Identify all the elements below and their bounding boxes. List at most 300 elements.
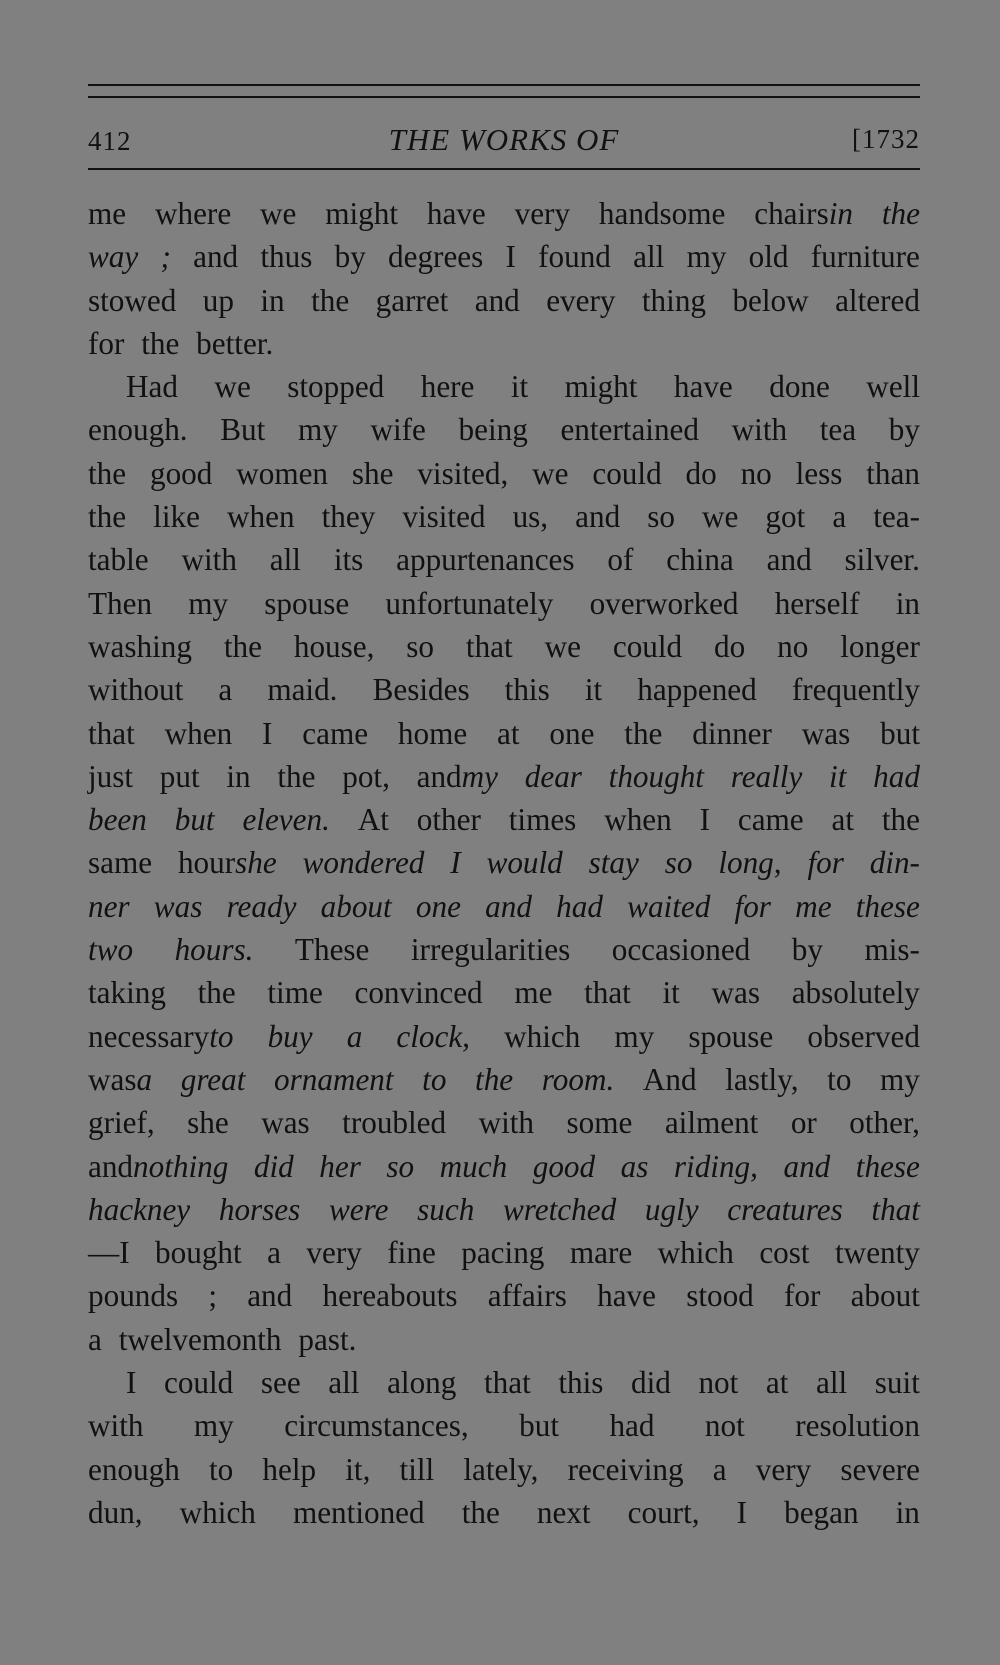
word <box>88 1231 130 1274</box>
word <box>851 1274 920 1317</box>
roman-text: chairs <box>754 196 829 231</box>
roman-text: all <box>816 1365 848 1401</box>
text-line <box>88 322 920 365</box>
roman-text: hour <box>177 845 236 881</box>
text-line <box>88 712 920 755</box>
word <box>141 322 188 365</box>
word <box>261 1361 301 1404</box>
roman-text: and <box>766 542 812 578</box>
word <box>718 841 781 884</box>
roman-text: like <box>153 499 200 535</box>
roman-text: enough. <box>88 412 188 448</box>
word <box>820 408 856 451</box>
word <box>488 1274 567 1317</box>
word <box>735 885 771 928</box>
word <box>214 365 250 408</box>
word <box>402 495 485 538</box>
body-text <box>88 192 920 1534</box>
roman-text: the <box>624 715 663 751</box>
roman-text: with <box>731 412 788 448</box>
roman-text: we <box>532 455 569 491</box>
roman-text: a <box>88 1321 102 1357</box>
italic-text: really <box>730 758 803 794</box>
word <box>321 885 392 928</box>
italic-text: a <box>346 1018 363 1054</box>
roman-text: lately, <box>463 1451 539 1487</box>
word <box>647 495 675 538</box>
word <box>873 755 920 798</box>
word <box>88 408 188 451</box>
word <box>589 841 639 884</box>
word <box>829 755 846 798</box>
roman-text: I <box>505 239 516 275</box>
italic-text: wretched <box>503 1191 617 1227</box>
roman-text: have <box>426 196 486 231</box>
word <box>666 538 734 581</box>
roman-text: degrees <box>388 239 484 275</box>
word <box>759 1231 809 1274</box>
word <box>792 668 920 711</box>
roman-text: good <box>149 455 213 491</box>
word <box>440 1145 508 1188</box>
roman-text: cost <box>759 1235 810 1271</box>
roman-text: that <box>584 975 631 1011</box>
word <box>889 408 920 451</box>
roman-text: grief, <box>88 1105 155 1141</box>
word <box>487 841 563 884</box>
roman-text: might <box>325 196 399 231</box>
italic-text: so <box>386 1148 415 1184</box>
roman-text: we <box>260 196 297 231</box>
word <box>637 668 757 711</box>
roman-text: observed <box>807 1018 920 1054</box>
roman-text: we <box>214 369 251 405</box>
roman-text: garret <box>375 282 449 318</box>
word <box>784 1274 820 1317</box>
italic-text: buy <box>267 1018 313 1054</box>
roman-text: which <box>179 1494 256 1530</box>
roman-text: at <box>497 715 520 751</box>
roman-text: have <box>673 369 733 405</box>
word <box>175 798 215 841</box>
text-line <box>88 971 920 1014</box>
word <box>165 712 233 755</box>
word <box>856 885 920 928</box>
word <box>376 279 449 322</box>
word <box>784 1491 858 1534</box>
roman-text: pounds <box>88 1278 179 1314</box>
italic-text: stay <box>588 845 639 881</box>
word <box>509 798 577 841</box>
roman-text: very <box>514 196 571 231</box>
text-line <box>88 235 920 278</box>
roman-text: for <box>88 325 125 361</box>
roman-text: and <box>575 499 621 535</box>
word <box>88 798 147 841</box>
word <box>334 538 363 581</box>
word <box>187 1101 229 1144</box>
roman-text: we <box>544 628 581 664</box>
book-page <box>88 84 920 1534</box>
word <box>388 235 483 278</box>
word <box>545 625 581 668</box>
roman-text: here <box>420 369 475 405</box>
roman-text: house, <box>293 628 375 664</box>
word <box>287 365 384 408</box>
roman-text: and <box>247 1278 293 1314</box>
roman-text: occasioned <box>611 932 751 968</box>
word <box>188 582 228 625</box>
word <box>322 495 376 538</box>
word <box>791 1101 817 1144</box>
word <box>688 1015 773 1058</box>
roman-text: see <box>260 1365 301 1401</box>
word <box>247 1274 292 1317</box>
text-line <box>88 452 920 495</box>
text-line <box>88 1101 920 1144</box>
word <box>345 1448 370 1491</box>
italic-text: one <box>415 888 461 924</box>
word <box>293 1491 425 1534</box>
word <box>816 1361 847 1404</box>
roman-text: my <box>614 1018 655 1054</box>
word <box>417 452 508 495</box>
roman-text: herself <box>774 585 860 621</box>
word <box>150 452 212 495</box>
roman-text: next <box>536 1494 591 1530</box>
roman-text: they <box>321 499 376 535</box>
word <box>705 1404 745 1447</box>
word <box>387 1231 436 1274</box>
text-line <box>88 668 920 711</box>
roman-text: stopped <box>287 369 385 405</box>
italic-text: for <box>807 845 844 881</box>
roman-text: appurtenances <box>396 542 575 578</box>
roman-text: it <box>584 672 603 708</box>
roman-text: that <box>483 1365 531 1401</box>
word <box>88 1491 143 1534</box>
roman-text: about <box>850 1278 920 1314</box>
word <box>329 1188 388 1231</box>
roman-text: fine <box>387 1235 436 1271</box>
roman-text: did <box>631 1365 671 1401</box>
roman-text: the <box>197 975 236 1011</box>
word <box>633 235 664 278</box>
word <box>882 192 920 235</box>
roman-text: that <box>88 715 135 751</box>
roman-text: it <box>510 369 529 405</box>
word <box>193 235 238 278</box>
roman-text: visited <box>402 499 486 535</box>
word <box>342 755 390 798</box>
roman-text: same <box>88 845 153 881</box>
italic-text: eleven. <box>242 802 330 838</box>
word <box>274 1058 394 1101</box>
text-line <box>88 755 920 798</box>
roman-text: dun, <box>88 1494 143 1530</box>
italic-text: the <box>475 1061 514 1097</box>
running-title: THE WORKS OF <box>388 122 620 157</box>
word <box>88 1101 155 1144</box>
word <box>270 538 301 581</box>
word <box>624 712 662 755</box>
word <box>845 538 920 581</box>
roman-text: its <box>333 542 364 578</box>
roman-text: by <box>888 412 920 448</box>
roman-text: began <box>784 1494 859 1530</box>
roman-text: one <box>549 715 595 751</box>
italic-text: would <box>486 845 563 881</box>
italic-text: the <box>881 196 920 231</box>
roman-text: bought <box>155 1235 242 1271</box>
roman-text: below <box>732 282 809 318</box>
word <box>792 928 823 971</box>
word <box>880 712 920 755</box>
roman-text: but <box>519 1408 559 1444</box>
word <box>795 885 831 928</box>
italic-text: she <box>235 845 277 881</box>
roman-text: all <box>328 1365 360 1401</box>
roman-text: the <box>223 628 262 664</box>
italic-text: ready <box>226 888 297 924</box>
text-line <box>88 192 920 235</box>
word <box>896 582 920 625</box>
text-line <box>88 1448 920 1491</box>
word <box>227 495 295 538</box>
word <box>538 235 611 278</box>
roman-text: unfortunately <box>385 585 554 621</box>
italic-text: two <box>88 932 134 968</box>
roman-text: well <box>866 369 920 405</box>
word <box>533 1145 595 1188</box>
word <box>686 452 717 495</box>
word <box>777 625 808 668</box>
italic-text: way <box>88 239 139 275</box>
word <box>792 971 920 1014</box>
word <box>411 928 570 971</box>
roman-text: had <box>609 1408 655 1444</box>
roman-text: have <box>597 1278 656 1314</box>
roman-text: table <box>88 542 149 578</box>
word <box>832 495 846 538</box>
roman-text: in <box>260 282 285 318</box>
roman-text: visited, <box>417 455 509 491</box>
roman-text: my <box>297 412 338 448</box>
word <box>832 798 855 841</box>
roman-text: court, <box>627 1494 700 1530</box>
roman-text: times <box>508 802 577 838</box>
roman-text: was <box>801 715 851 751</box>
word <box>342 1101 446 1144</box>
roman-text: than <box>866 455 920 491</box>
word <box>422 1058 446 1101</box>
word <box>612 928 751 971</box>
word <box>514 971 552 1014</box>
roman-text: ailment <box>664 1105 759 1141</box>
italic-text: din- <box>869 845 920 881</box>
roman-text: so <box>647 499 675 535</box>
roman-text: came <box>302 715 369 751</box>
word <box>607 538 633 581</box>
roman-text: maid. <box>267 672 338 708</box>
word <box>542 1058 615 1101</box>
word <box>164 1361 233 1404</box>
word <box>665 1101 759 1144</box>
roman-text: washing <box>88 628 192 664</box>
roman-text: twenty <box>835 1235 920 1271</box>
italic-text: these <box>855 1148 920 1184</box>
word <box>347 1015 363 1058</box>
word <box>387 1361 456 1404</box>
word <box>866 452 920 495</box>
word <box>226 755 250 798</box>
word <box>264 582 349 625</box>
italic-text: these <box>855 888 920 924</box>
text-line <box>88 1274 920 1317</box>
word <box>731 755 803 798</box>
word <box>702 495 738 538</box>
italic-text: it <box>829 758 847 794</box>
roman-text: and <box>416 758 462 794</box>
word <box>575 495 620 538</box>
word <box>88 971 166 1014</box>
word <box>421 365 475 408</box>
roman-text: with <box>181 542 237 578</box>
word <box>198 971 236 1014</box>
word <box>319 1145 361 1188</box>
roman-text: the <box>88 455 127 491</box>
italic-text: hackney <box>88 1191 191 1227</box>
text-line <box>88 1015 920 1058</box>
roman-text: the <box>141 325 180 361</box>
roman-text: stowed <box>88 282 177 318</box>
word <box>209 1448 233 1491</box>
text-line <box>88 798 920 841</box>
word <box>754 192 853 235</box>
word <box>807 841 843 884</box>
word <box>88 885 130 928</box>
text-line <box>88 928 920 971</box>
roman-text: happened <box>637 672 757 708</box>
roman-text: got <box>765 499 806 535</box>
word <box>840 625 920 668</box>
header-rule-top <box>88 84 920 86</box>
roman-text: so <box>406 628 435 664</box>
word <box>180 1491 256 1534</box>
roman-text: I <box>262 715 273 751</box>
word <box>466 625 513 668</box>
roman-text: my <box>188 585 229 621</box>
text-line <box>88 1058 920 1101</box>
roman-text: when <box>226 499 295 535</box>
word <box>306 1231 361 1274</box>
word <box>294 625 375 668</box>
roman-text: Then <box>88 585 153 621</box>
word <box>88 755 133 798</box>
roman-text: us, <box>512 499 549 535</box>
word <box>260 235 312 278</box>
roman-text: These <box>294 932 370 968</box>
roman-text: every <box>546 282 616 318</box>
word <box>322 1274 457 1317</box>
roman-text: this <box>504 672 550 708</box>
roman-text: all <box>269 542 301 578</box>
word <box>882 798 920 841</box>
word <box>427 192 486 235</box>
roman-text: mis- <box>864 932 920 968</box>
word <box>614 1015 654 1058</box>
word <box>769 365 830 408</box>
word <box>262 1448 316 1491</box>
word <box>896 1491 920 1534</box>
word <box>504 1015 580 1058</box>
italic-text: waited <box>627 888 711 924</box>
roman-text: but <box>880 715 920 751</box>
word <box>775 582 860 625</box>
roman-text: thing <box>641 282 707 318</box>
text-line <box>88 1145 920 1188</box>
word <box>254 1145 294 1188</box>
word <box>88 495 126 538</box>
roman-text: and <box>88 1148 134 1184</box>
roman-text: the <box>461 1494 500 1530</box>
word <box>398 712 467 755</box>
word <box>268 1015 313 1058</box>
roman-text: spouse <box>688 1018 774 1054</box>
word <box>645 1188 699 1231</box>
word <box>866 365 920 408</box>
roman-text: circumstances, <box>284 1408 469 1444</box>
roman-text: in <box>895 1494 920 1530</box>
roman-text: very <box>306 1235 362 1271</box>
word <box>178 841 277 884</box>
roman-text: was <box>711 975 761 1011</box>
roman-text: found <box>538 239 611 275</box>
word <box>160 235 170 278</box>
roman-text: of <box>607 542 634 578</box>
roman-text: tea- <box>873 499 920 535</box>
word <box>665 841 693 884</box>
roman-text: which <box>504 1018 581 1054</box>
word <box>416 885 461 928</box>
word <box>732 279 808 322</box>
roman-text: furniture <box>810 239 920 275</box>
roman-text: some <box>566 1105 633 1141</box>
roman-text: pacing <box>461 1235 545 1271</box>
roman-text: And <box>642 1061 697 1097</box>
word <box>155 1231 242 1274</box>
roman-text: when <box>604 802 672 838</box>
word <box>88 1188 190 1231</box>
word <box>484 1361 531 1404</box>
roman-text: old <box>748 239 789 275</box>
roman-text: no <box>777 628 809 664</box>
italic-text: such <box>417 1191 475 1227</box>
word <box>88 538 149 581</box>
roman-text: it <box>662 975 680 1011</box>
roman-text: done <box>769 369 830 405</box>
word <box>590 582 739 625</box>
word <box>628 1491 700 1534</box>
roman-text: absolutely <box>791 975 920 1011</box>
word <box>463 1448 538 1491</box>
word <box>88 279 176 322</box>
roman-text: frequently <box>791 672 920 708</box>
word <box>88 192 126 235</box>
word <box>835 279 920 322</box>
italic-text: her <box>319 1148 361 1184</box>
roman-text: my <box>880 1061 920 1097</box>
